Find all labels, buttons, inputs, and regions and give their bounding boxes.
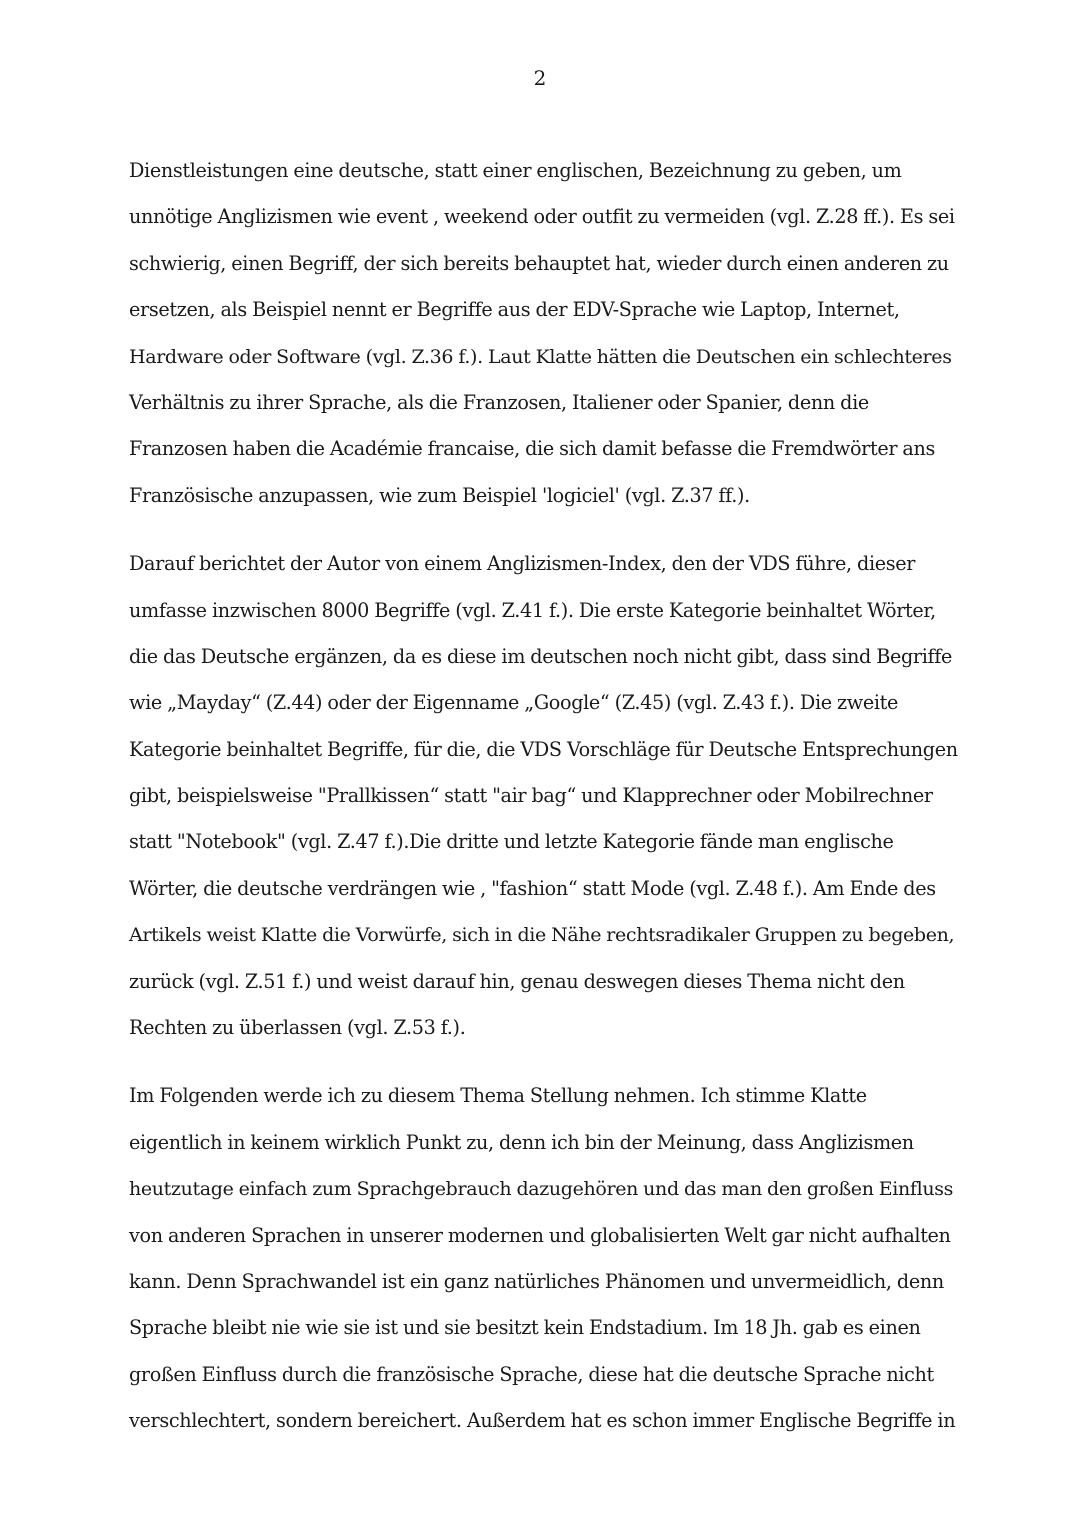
text-line: Verhältnis zu ihrer Sprache, als die Franzosen, Italiener oder Spanier, denn die [129,390,869,414]
text-line: Wörter, die deutsche verdrängen wie , "fashion“ statt Mode (vgl. Z.48 f.). Am Ende des [129,876,936,900]
text-line: unnötige Anglizismen wie event , weekend oder outfit zu vermeiden (vgl. Z.28 ff.). Es sei [129,205,955,229]
text-line: Hardware oder Software (vgl. Z.36 f.). Laut Klatte hätten die Deutschen ein schlechteres [129,345,952,368]
text-line: heutzutage einfach zum Sprachgebrauch dazugehören und das man den großen Einfluss [129,1178,954,1201]
text-line: eigentlich in keinem wirklich Punkt zu, denn ich bin der Meinung, dass Anglizismen [129,1130,914,1154]
text-line: Rechten zu überlassen (vgl. Z.53 f.). [129,1016,466,1040]
text-line: großen Einfluss durch die französische Sprache, diese hat die deutsche Sprache nicht [129,1362,934,1386]
text-line: Artikels weist Klatte die Vorwürfe, sich in die Nähe rechtsradikaler Gruppen zu begeben, [129,924,955,947]
text-line: Im Folgenden werde ich zu diesem Thema Stellung nehmen. Ich stimme Klatte [129,1084,867,1108]
document-body [129,148,959,1467]
text-line: Dienstleistungen eine deutsche, statt einer englischen, Bezeichnung zu geben, um [129,159,902,182]
text-line: Kategorie beinhaltet Begriffe, für die, die VDS Vorschläge für Deutsche Entsprechungen [129,737,958,761]
text-line: Darauf berichtet der Autor von einem Anglizismen-Index, den der VDS führe, dieser [129,552,916,576]
text-line: Franzosen haben die Académie francaise, die sich damit befasse die Fremdwörter ans [129,437,935,461]
text-line: zurück (vgl. Z.51 f.) und weist darauf hin, genau deswegen dieses Thema nicht den [129,969,905,993]
paragraph-3 [129,1073,959,1444]
page-number: 2 [533,66,547,90]
text-line: gibt, beispielsweise "Prallkissen“ statt "air bag“ und Klapprechner oder Mobilrechner [129,784,933,808]
text-line: verschlechtert, sondern bereichert. Außerdem hat es schon immer Englische Begriffe in [129,1409,956,1433]
text-line: wie „Mayday“ (Z.44) oder der Eigenname „Google“ (Z.45) (vgl. Z.43 f.). Die zweite [129,691,898,715]
text-line: ersetzen, als Beispiel nennt er Begriffe aus der EDV-Sprache wie Laptop, Internet, [129,298,900,322]
text-line: statt "Notebook" (vgl. Z.47 f.).Die dritte und letzte Kategorie fände man englische [129,830,894,854]
text-line: schwierig, einen Begriff, der sich bereits behauptet hat, wieder durch einen anderen zu [129,251,949,275]
paragraph-2 [129,541,959,1051]
paragraph-1 [129,148,959,519]
text-line: umfasse inzwischen 8000 Begriffe (vgl. Z.41 f.). Die erste Kategorie beinhaltet Wörter, [129,598,936,622]
text-line: die das Deutsche ergänzen, da es diese im deutschen noch nicht gibt, dass sind Begriffe [129,644,952,668]
text-line: kann. Denn Sprachwandel ist ein ganz natürliches Phänomen und unvermeidlich, denn [129,1269,944,1293]
text-line: Französische anzupassen, wie zum Beispiel 'logiciel' (vgl. Z.37 ff.). [129,483,750,507]
text-line: von anderen Sprachen in unserer modernen und globalisierten Welt gar nicht aufhalten [129,1223,951,1247]
text-line: Sprache bleibt nie wie sie ist und sie besitzt kein Endstadium. Im 18 Jh. gab es einen [129,1316,921,1340]
